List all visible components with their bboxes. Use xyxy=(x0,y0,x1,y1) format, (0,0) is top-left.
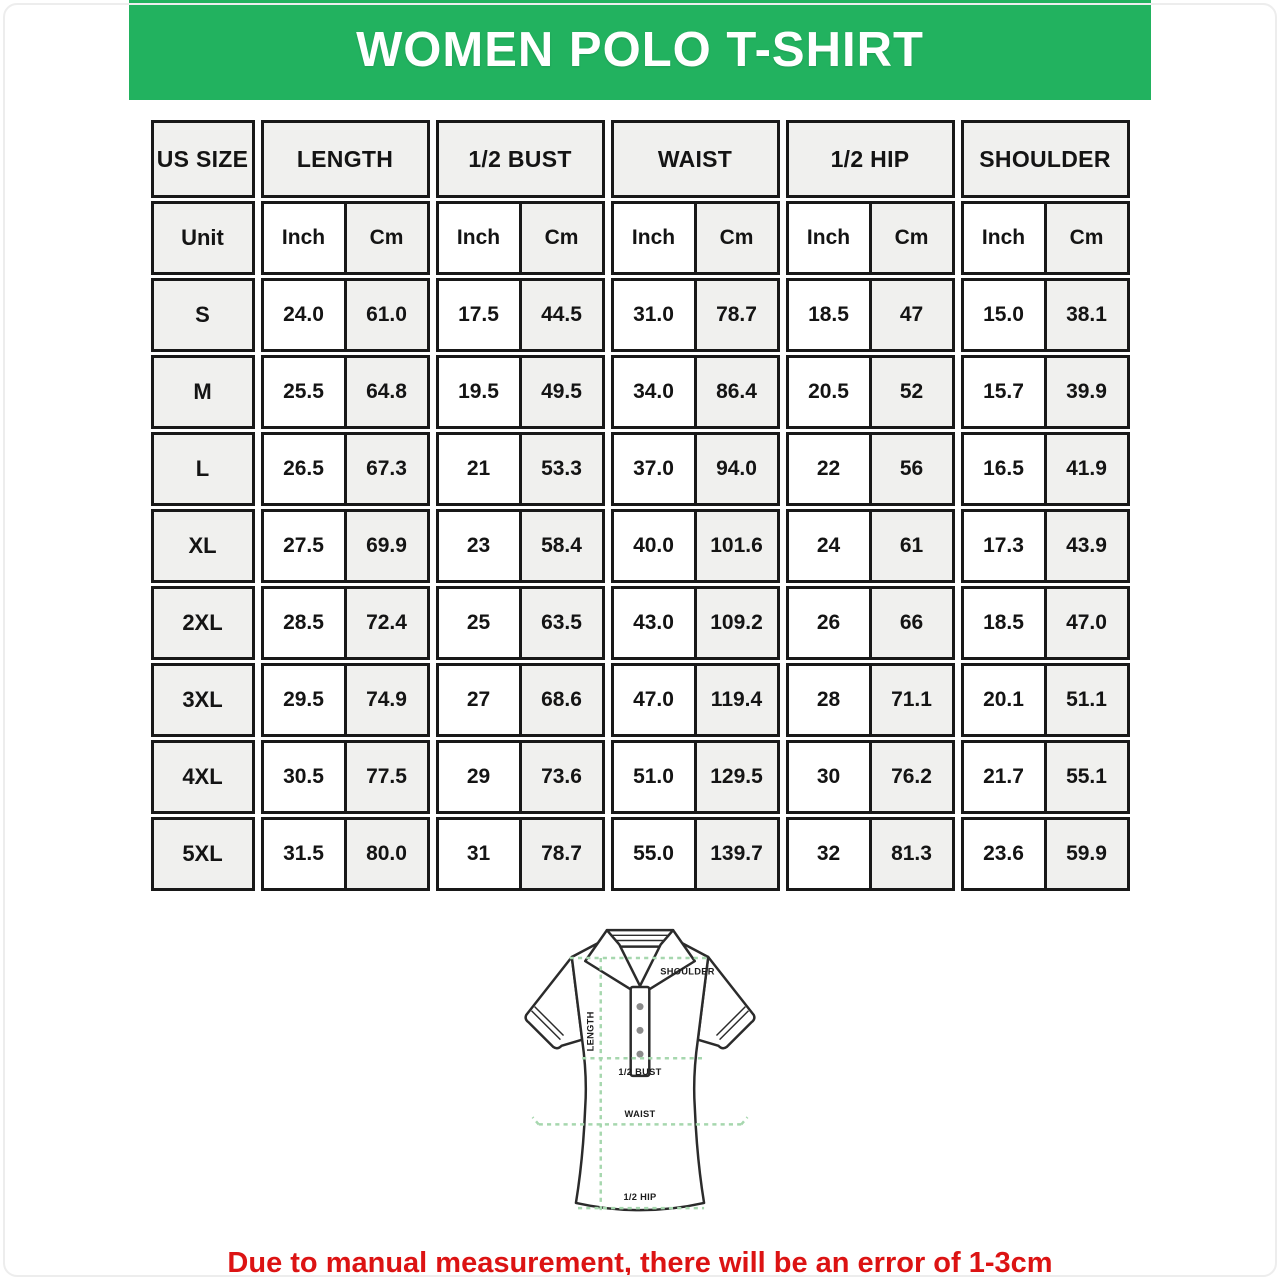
value-cell: 78.7 xyxy=(694,278,780,352)
value-cell: 21.7 xyxy=(961,740,1047,814)
value-cell: 51.1 xyxy=(1044,663,1130,737)
size-row xyxy=(151,817,1130,891)
value-pair xyxy=(261,586,430,660)
value-cell: 17.3 xyxy=(961,509,1047,583)
polo-shirt-illustration xyxy=(485,895,795,1236)
value-pair xyxy=(961,432,1130,506)
value-pair xyxy=(436,355,605,429)
value-cell: 64.8 xyxy=(344,355,430,429)
value-cell: 27.5 xyxy=(261,509,347,583)
value-cell: 20.5 xyxy=(786,355,872,429)
value-cell: 67.3 xyxy=(344,432,430,506)
size-cell: 5XL xyxy=(151,817,255,891)
unit-pair xyxy=(611,201,780,275)
value-cell: 71.1 xyxy=(869,663,955,737)
unit-cell: Inch xyxy=(436,201,522,275)
value-cell: 139.7 xyxy=(694,817,780,891)
unit-cell: Inch xyxy=(786,201,872,275)
value-cell: 29 xyxy=(436,740,522,814)
value-cell: 20.1 xyxy=(961,663,1047,737)
unit-pair xyxy=(436,201,605,275)
value-pair xyxy=(786,817,955,891)
value-cell: 61.0 xyxy=(344,278,430,352)
value-cell: 37.0 xyxy=(611,432,697,506)
value-cell: 25.5 xyxy=(261,355,347,429)
value-cell: 34.0 xyxy=(611,355,697,429)
value-pair xyxy=(611,432,780,506)
value-cell: 101.6 xyxy=(694,509,780,583)
value-cell: 109.2 xyxy=(694,586,780,660)
value-cell: 61 xyxy=(869,509,955,583)
value-pair xyxy=(261,509,430,583)
value-cell: 38.1 xyxy=(1044,278,1130,352)
value-cell: 77.5 xyxy=(344,740,430,814)
unit-cell: Cm xyxy=(694,201,780,275)
size-cell: 4XL xyxy=(151,740,255,814)
value-pair xyxy=(261,817,430,891)
size-cell: 2XL xyxy=(151,586,255,660)
value-pair xyxy=(261,432,430,506)
value-cell: 49.5 xyxy=(519,355,605,429)
value-pair xyxy=(961,817,1130,891)
value-pair xyxy=(436,817,605,891)
value-cell: 16.5 xyxy=(961,432,1047,506)
value-cell: 21 xyxy=(436,432,522,506)
title-banner xyxy=(129,0,1151,100)
value-pair xyxy=(786,278,955,352)
button-1 xyxy=(636,1003,643,1010)
value-pair xyxy=(961,663,1130,737)
value-cell: 26.5 xyxy=(261,432,347,506)
value-cell: 24.0 xyxy=(261,278,347,352)
size-cell: XL xyxy=(151,509,255,583)
value-cell: 58.4 xyxy=(519,509,605,583)
value-cell: 56 xyxy=(869,432,955,506)
value-cell: 28 xyxy=(786,663,872,737)
unit-cell: Unit xyxy=(151,201,255,275)
value-cell: 43.9 xyxy=(1044,509,1130,583)
value-cell: 22 xyxy=(786,432,872,506)
value-cell: 80.0 xyxy=(344,817,430,891)
value-pair xyxy=(786,663,955,737)
value-cell: 18.5 xyxy=(786,278,872,352)
value-cell: 29.5 xyxy=(261,663,347,737)
value-pair xyxy=(436,278,605,352)
value-cell: 53.3 xyxy=(519,432,605,506)
hip-label: 1/2 HIP xyxy=(623,1191,657,1202)
value-cell: 31.5 xyxy=(261,817,347,891)
value-pair xyxy=(786,740,955,814)
value-cell: 18.5 xyxy=(961,586,1047,660)
value-pair xyxy=(611,586,780,660)
value-pair xyxy=(961,586,1130,660)
value-cell: 25 xyxy=(436,586,522,660)
value-pair xyxy=(961,355,1130,429)
value-cell: 47.0 xyxy=(1044,586,1130,660)
value-pair xyxy=(961,509,1130,583)
length-label: LENGTH xyxy=(585,1011,596,1052)
unit-pair xyxy=(961,201,1130,275)
value-cell: 31 xyxy=(436,817,522,891)
unit-pair xyxy=(261,201,430,275)
value-cell: 47.0 xyxy=(611,663,697,737)
value-cell: 26 xyxy=(786,586,872,660)
unit-row xyxy=(151,201,1130,275)
size-cell: S xyxy=(151,278,255,352)
value-cell: 19.5 xyxy=(436,355,522,429)
value-pair xyxy=(436,432,605,506)
unit-cell: Cm xyxy=(869,201,955,275)
column-group-header: SHOULDER xyxy=(961,120,1130,198)
size-cell: M xyxy=(151,355,255,429)
size-cell: L xyxy=(151,432,255,506)
value-cell: 81.3 xyxy=(869,817,955,891)
value-cell: 74.9 xyxy=(344,663,430,737)
value-cell: 44.5 xyxy=(519,278,605,352)
value-pair xyxy=(261,278,430,352)
value-cell: 40.0 xyxy=(611,509,697,583)
value-cell: 55.0 xyxy=(611,817,697,891)
value-pair xyxy=(436,586,605,660)
value-cell: 69.9 xyxy=(344,509,430,583)
value-cell: 23.6 xyxy=(961,817,1047,891)
value-cell: 63.5 xyxy=(519,586,605,660)
column-group-header: LENGTH xyxy=(261,120,430,198)
value-pair xyxy=(611,740,780,814)
value-cell: 23 xyxy=(436,509,522,583)
value-cell: 66 xyxy=(869,586,955,660)
value-pair xyxy=(786,509,955,583)
value-pair xyxy=(611,278,780,352)
value-cell: 73.6 xyxy=(519,740,605,814)
table-header-row xyxy=(151,120,1130,198)
value-cell: 55.1 xyxy=(1044,740,1130,814)
value-cell: 68.6 xyxy=(519,663,605,737)
value-pair xyxy=(436,663,605,737)
value-pair xyxy=(261,663,430,737)
button-3 xyxy=(636,1051,643,1058)
value-cell: 24 xyxy=(786,509,872,583)
value-pair xyxy=(786,355,955,429)
value-cell: 129.5 xyxy=(694,740,780,814)
measurement-note: Due to manual measurement, there will be an error of 1-3cm xyxy=(227,1247,1053,1279)
value-cell: 76.2 xyxy=(869,740,955,814)
unit-cell: Cm xyxy=(344,201,430,275)
unit-pair xyxy=(786,201,955,275)
value-cell: 41.9 xyxy=(1044,432,1130,506)
page-title: WOMEN POLO T-SHIRT xyxy=(356,23,924,77)
value-cell: 94.0 xyxy=(694,432,780,506)
value-cell: 72.4 xyxy=(344,586,430,660)
value-cell: 28.5 xyxy=(261,586,347,660)
value-cell: 27 xyxy=(436,663,522,737)
value-cell: 15.7 xyxy=(961,355,1047,429)
size-row xyxy=(151,663,1130,737)
value-pair xyxy=(786,432,955,506)
polo-shirt-diagram xyxy=(485,895,795,1241)
value-cell: 15.0 xyxy=(961,278,1047,352)
column-group-header: 1/2 BUST xyxy=(436,120,605,198)
column-group-header: US SIZE xyxy=(151,120,255,198)
value-pair xyxy=(611,817,780,891)
value-cell: 47 xyxy=(869,278,955,352)
waist-end-tick-left xyxy=(533,1117,539,1124)
size-table xyxy=(151,120,1130,891)
waist-label: WAIST xyxy=(624,1109,656,1120)
button-2 xyxy=(636,1027,643,1034)
value-cell: 119.4 xyxy=(694,663,780,737)
value-cell: 17.5 xyxy=(436,278,522,352)
waist-end-tick-right xyxy=(741,1117,747,1124)
value-pair xyxy=(611,355,780,429)
value-pair xyxy=(786,586,955,660)
value-pair xyxy=(436,509,605,583)
size-cell: 3XL xyxy=(151,663,255,737)
value-cell: 30.5 xyxy=(261,740,347,814)
value-cell: 52 xyxy=(869,355,955,429)
value-pair xyxy=(961,740,1130,814)
value-pair xyxy=(611,509,780,583)
value-pair xyxy=(436,740,605,814)
value-cell: 78.7 xyxy=(519,817,605,891)
value-cell: 30 xyxy=(786,740,872,814)
unit-cell: Inch xyxy=(961,201,1047,275)
size-row xyxy=(151,432,1130,506)
size-row xyxy=(151,509,1130,583)
unit-cell: Cm xyxy=(519,201,605,275)
column-group-header: 1/2 HIP xyxy=(786,120,955,198)
value-pair xyxy=(261,355,430,429)
value-pair xyxy=(261,740,430,814)
column-group-header: WAIST xyxy=(611,120,780,198)
value-cell: 32 xyxy=(786,817,872,891)
value-pair xyxy=(961,278,1130,352)
value-cell: 86.4 xyxy=(694,355,780,429)
value-cell: 43.0 xyxy=(611,586,697,660)
value-cell: 51.0 xyxy=(611,740,697,814)
bust-label: 1/2 BUST xyxy=(618,1066,662,1077)
size-row xyxy=(151,586,1130,660)
unit-cell: Inch xyxy=(261,201,347,275)
value-cell: 59.9 xyxy=(1044,817,1130,891)
unit-cell: Inch xyxy=(611,201,697,275)
size-row xyxy=(151,278,1130,352)
shoulder-label: SHOULDER xyxy=(660,966,715,977)
value-cell: 39.9 xyxy=(1044,355,1130,429)
unit-cell: Cm xyxy=(1044,201,1130,275)
size-row xyxy=(151,355,1130,429)
value-cell: 31.0 xyxy=(611,278,697,352)
size-row xyxy=(151,740,1130,814)
value-pair xyxy=(611,663,780,737)
